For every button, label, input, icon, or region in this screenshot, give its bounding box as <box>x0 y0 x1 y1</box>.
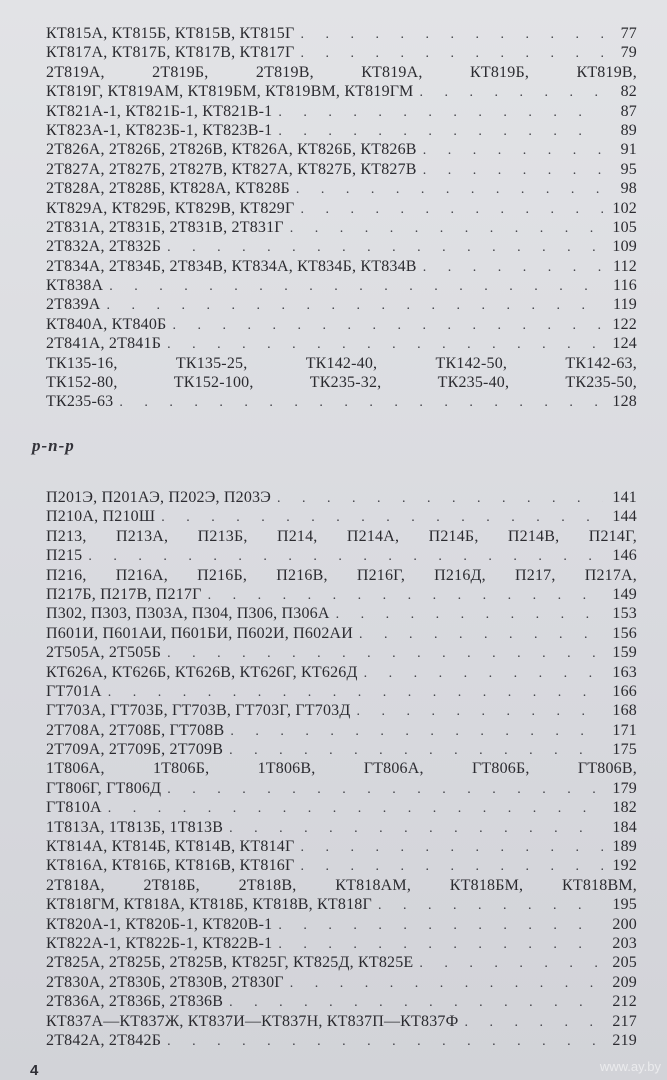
toc-entry-text: 1Т806А, 1Т806Б, 1Т806В, ГТ806А, ГТ806Б, ГТ806В, <box>46 760 637 778</box>
toc-page-number: 112 <box>612 257 637 275</box>
toc-entry-text: П210А, П210Ш <box>46 508 156 526</box>
toc-entry-line <box>46 237 637 256</box>
toc-entry-line <box>46 334 637 353</box>
toc-entry-text: КТ823А-1, КТ823Б-1, КТ823В-1 <box>46 121 273 139</box>
toc-entry-text: 2Т832А, 2Т832Б <box>46 238 162 256</box>
toc-page-number: 124 <box>612 335 637 353</box>
toc-entry-text: 2Т818А, 2Т818Б, 2Т818В, КТ818АМ, КТ818БМ, КТ818ВМ, <box>46 876 637 894</box>
toc-entry <box>46 488 637 507</box>
dot-leader <box>290 219 603 238</box>
toc-entry <box>46 1012 637 1031</box>
toc-page-number: 128 <box>612 393 637 411</box>
toc-entry <box>46 934 637 953</box>
toc-entry-text: П215 <box>46 547 83 565</box>
dot-leader <box>419 954 603 973</box>
toc-entry-line <box>46 373 637 392</box>
toc-entry <box>46 856 637 875</box>
toc-page-number: 146 <box>612 547 637 565</box>
toc-entry-line <box>46 837 637 856</box>
dot-leader <box>336 605 603 624</box>
dot-leader <box>290 974 603 993</box>
toc-entry-line <box>46 63 637 82</box>
toc-page-number: 116 <box>612 277 637 295</box>
toc-entry <box>46 507 637 526</box>
dot-leader <box>278 103 603 122</box>
toc-page-number: 203 <box>612 934 637 952</box>
toc-entry <box>46 566 637 605</box>
toc-entry-line <box>46 895 637 914</box>
toc-entry-text: 2Т828А, 2Т828Б, КТ828А, КТ828Б <box>46 180 290 198</box>
toc-entry-line <box>46 740 637 759</box>
toc-entry-text: П201Э, П201АЭ, П202Э, П203Э <box>46 489 272 506</box>
toc-entry-line <box>46 643 637 662</box>
toc-entry-line <box>46 992 637 1011</box>
dot-leader <box>108 683 603 702</box>
toc-npn-list <box>46 24 637 412</box>
dot-leader <box>107 296 603 315</box>
toc-page-number: 192 <box>612 857 637 875</box>
dot-leader <box>464 1013 603 1032</box>
toc-page-number: 82 <box>620 83 637 101</box>
toc-entry-text: П601И, П601АИ, П601БИ, П602И, П602АИ <box>46 624 354 642</box>
page-number: 4 <box>30 1062 39 1079</box>
toc-entry-line <box>46 915 637 934</box>
dot-leader <box>278 935 603 954</box>
dot-leader <box>300 200 603 219</box>
toc-entry <box>46 315 637 334</box>
toc-page-number: 105 <box>612 218 637 236</box>
toc-entry <box>46 759 637 798</box>
toc-entry <box>46 837 637 856</box>
toc-entry-text: ГТ810А <box>46 799 102 817</box>
toc-entry-line <box>46 1012 637 1031</box>
toc-entry-line <box>46 507 637 526</box>
dot-leader <box>109 277 603 296</box>
toc-page-number: 159 <box>612 644 637 662</box>
toc-entry-text: ГТ806Г, ГТ806Д <box>46 779 162 797</box>
toc-entry <box>46 140 637 159</box>
toc-entry-text: 2Т827А, 2Т827Б, 2Т827В, КТ827А, КТ827Б, КТ827В <box>46 160 417 178</box>
toc-entry-line <box>46 527 637 546</box>
dot-leader <box>423 258 603 277</box>
toc-entry-line <box>46 953 637 972</box>
toc-page-number: 212 <box>612 993 637 1011</box>
toc-entry-text: 2Т709А, 2Т709Б, 2Т709В <box>46 741 224 759</box>
toc-entry <box>46 24 637 43</box>
toc-entry-line <box>46 779 637 798</box>
dot-leader <box>172 316 603 335</box>
dot-leader <box>229 993 603 1012</box>
toc-page-number: 87 <box>620 102 637 120</box>
dot-leader <box>419 83 603 102</box>
toc-entry-line <box>46 218 637 237</box>
toc-page-number: 95 <box>620 160 637 178</box>
section-heading-pnp: p-n-p <box>32 436 75 455</box>
toc-entry <box>46 1031 637 1050</box>
toc-page-number: 163 <box>612 663 637 681</box>
toc-entry <box>46 276 637 295</box>
toc-entry-text: 2Т836А, 2Т836Б, 2Т836В <box>46 993 224 1011</box>
dot-leader <box>230 722 603 741</box>
toc-entry <box>46 295 637 314</box>
toc-entry-line <box>46 876 637 895</box>
dot-leader <box>161 508 603 527</box>
dot-leader <box>300 838 603 857</box>
toc-entry-text: П217Б, П217В, П217Г <box>46 585 202 603</box>
toc-entry-text: КТ840А, КТ840Б <box>46 315 167 333</box>
toc-entry <box>46 63 637 102</box>
toc-entry-text: ТК152-80, ТК152-100, ТК235-32, ТК235-40, ТК235-50, <box>46 374 637 392</box>
toc-entry <box>46 624 637 643</box>
toc-entry <box>46 604 637 623</box>
toc-entry <box>46 179 637 198</box>
toc-page-number: 91 <box>620 141 637 159</box>
toc-entry-line <box>46 354 637 373</box>
toc-page-number: 89 <box>620 121 637 139</box>
dot-leader <box>119 393 603 412</box>
toc-entry-line <box>46 160 637 179</box>
toc-entry-line <box>46 392 637 411</box>
dot-leader <box>167 644 603 663</box>
dot-leader <box>300 857 603 876</box>
toc-entry-line <box>46 82 637 101</box>
toc-entry-text: КТ815А, КТ815Б, КТ815В, КТ815Г <box>46 25 295 42</box>
toc-page-number: 189 <box>612 838 637 856</box>
toc-page-number: 168 <box>612 702 637 720</box>
toc-entry-text: 2Т830А, 2Т830Б, 2Т830В, 2Т830Г <box>46 973 284 991</box>
toc-entry-text: КТ838А <box>46 277 104 295</box>
toc-entry-line <box>46 604 637 623</box>
toc-entry-text: 2Т826А, 2Т826Б, 2Т826В, КТ826А, КТ826Б, КТ826В <box>46 141 417 159</box>
dot-leader <box>167 238 603 257</box>
toc-entry <box>46 121 637 140</box>
toc-entry-text: П302, П303, П303А, П304, П306, П306А <box>46 605 330 623</box>
toc-entry <box>46 953 637 972</box>
toc-entry-text: КТ837А—КТ837Ж, КТ837И—КТ837Н, КТ837П—КТ837Ф <box>46 1012 459 1030</box>
toc-entry-line <box>46 43 637 62</box>
toc-entry-text: 2Т841А, 2Т841Б <box>46 335 162 353</box>
toc-entry <box>46 740 637 759</box>
toc-page-number: 219 <box>612 1031 637 1049</box>
toc-page-number: 122 <box>612 315 637 333</box>
toc-entry-text: КТ819Г, КТ819АМ, КТ819БМ, КТ819ВМ, КТ819ГМ <box>46 83 414 101</box>
dot-leader <box>378 896 603 915</box>
toc-entry <box>46 992 637 1011</box>
toc-entry-text: КТ816А, КТ816Б, КТ816В, КТ816Г <box>46 857 295 875</box>
toc-entry-text: КТ820А-1, КТ820Б-1, КТ820В-1 <box>46 915 273 933</box>
toc-entry-line <box>46 759 637 778</box>
dot-leader <box>108 799 603 818</box>
toc-entry <box>46 257 637 276</box>
toc-entry-text: 2Т839А <box>46 296 101 314</box>
dot-leader <box>88 547 603 566</box>
toc-entry-text: 2Т819А, 2Т819Б, 2Т819В, КТ819А, КТ819Б, КТ819В, <box>46 63 637 81</box>
toc-entry <box>46 876 637 915</box>
dot-leader <box>208 586 603 605</box>
toc-entry-text: КТ817А, КТ817Б, КТ817В, КТ817Г <box>46 44 295 62</box>
toc-page-number: 144 <box>612 508 637 526</box>
toc-entry-line <box>46 295 637 314</box>
toc-page-number: 179 <box>612 779 637 797</box>
toc-entry-text: КТ814А, КТ814Б, КТ814В, КТ814Г <box>46 838 295 856</box>
toc-entry <box>46 102 637 121</box>
toc-page-number: 184 <box>612 818 637 836</box>
toc-page-number: 209 <box>612 973 637 991</box>
toc-entry <box>46 973 637 992</box>
toc-entry-line <box>46 179 637 198</box>
toc-entry-text: 2Т834А, 2Т834Б, 2Т834В, КТ834А, КТ834Б, КТ834В <box>46 257 417 275</box>
toc-entry <box>46 237 637 256</box>
toc-entry-text: П216, П216А, П216Б, П216В, П216Г, П216Д, П217, П217А, <box>46 566 637 584</box>
toc-entry-line <box>46 701 637 720</box>
dot-leader <box>300 44 603 63</box>
watermark: www.ay.by <box>599 1059 661 1074</box>
dot-leader <box>229 741 603 760</box>
dot-leader <box>300 25 603 44</box>
toc-entry <box>46 682 637 701</box>
dot-leader <box>167 780 603 799</box>
dot-leader <box>364 664 603 683</box>
toc-page-number: 166 <box>612 682 637 700</box>
toc-entry-text: П213, П213А, П213Б, П214, П214А, П214Б, П214В, П214Г, <box>46 527 637 545</box>
toc-entry-line <box>46 682 637 701</box>
toc-entry <box>46 818 637 837</box>
toc-entry-line <box>46 973 637 992</box>
toc-entry <box>46 663 637 682</box>
toc-page-number: 77 <box>620 25 637 42</box>
toc-page-number: 217 <box>612 1012 637 1030</box>
toc-page-number: 149 <box>612 585 637 603</box>
toc-entry-line <box>46 140 637 159</box>
toc-entry-text: КТ818ГМ, КТ818А, КТ818Б, КТ818В, КТ818Г <box>46 896 372 914</box>
dot-leader <box>278 122 603 141</box>
toc-page-number: 102 <box>612 199 637 217</box>
toc-page-number: 171 <box>612 721 637 739</box>
toc-entry-line <box>46 546 637 565</box>
toc-entry-line <box>46 102 637 121</box>
toc-entry <box>46 218 637 237</box>
toc-entry <box>46 354 637 412</box>
dot-leader <box>359 625 603 644</box>
toc-page-number: 119 <box>612 296 637 314</box>
dot-leader <box>357 702 604 721</box>
toc-page-number: 205 <box>612 954 637 972</box>
toc-entry-text: ГТ701А <box>46 682 102 700</box>
dot-leader <box>423 161 603 180</box>
dot-leader <box>296 180 603 199</box>
toc-entry-line <box>46 315 637 334</box>
toc-entry-line <box>46 585 637 604</box>
toc-entry-line <box>46 257 637 276</box>
toc-entry <box>46 199 637 218</box>
toc-entry-line <box>46 276 637 295</box>
toc-entry-text: КТ626А, КТ626Б, КТ626В, КТ626Г, КТ626Д <box>46 663 358 681</box>
dot-leader <box>278 916 603 935</box>
dot-leader <box>167 1032 603 1051</box>
toc-page-number: 156 <box>612 624 637 642</box>
toc-entry-line <box>46 798 637 817</box>
toc-entry-text: ГТ703А, ГТ703Б, ГТ703В, ГТ703Г, ГТ703Д <box>46 702 351 720</box>
dot-leader <box>277 489 603 508</box>
toc-entry-line <box>46 24 637 43</box>
toc-entry <box>46 915 637 934</box>
toc-entry-line <box>46 199 637 218</box>
toc-entry <box>46 721 637 740</box>
toc-entry-line <box>46 121 637 140</box>
dot-leader <box>423 141 603 160</box>
toc-entry <box>46 643 637 662</box>
toc-pnp-list <box>46 488 637 1050</box>
toc-entry <box>46 160 637 179</box>
toc-entry-text: 2Т708А, 2Т708Б, ГТ708В <box>46 721 225 739</box>
toc-entry-text: 1Т813А, 1Т813Б, 1Т813В <box>46 818 224 836</box>
toc-entry-line <box>46 1031 637 1050</box>
toc-page-number: 182 <box>612 799 637 817</box>
toc-entry-line <box>46 663 637 682</box>
toc-entry <box>46 43 637 62</box>
toc-entry-text: КТ821А-1, КТ821Б-1, КТ821В-1 <box>46 102 273 120</box>
toc-page-number: 195 <box>612 896 637 914</box>
toc-page-number: 153 <box>612 605 637 623</box>
toc-entry-line <box>46 624 637 643</box>
toc-page-number: 200 <box>612 915 637 933</box>
toc-entry-text: КТ822А-1, КТ822Б-1, КТ822В-1 <box>46 934 273 952</box>
toc-entry-text: ТК235-63 <box>46 393 114 411</box>
toc-page-number: 109 <box>612 238 637 256</box>
toc-entry-line <box>46 934 637 953</box>
toc-entry-text: 2Т505А, 2Т505Б <box>46 644 162 662</box>
toc-entry <box>46 701 637 720</box>
toc-entry-line <box>46 856 637 875</box>
toc-entry <box>46 527 637 566</box>
toc-entry-text: КТ829А, КТ829Б, КТ829В, КТ829Г <box>46 199 295 217</box>
toc-entry-line <box>46 488 637 507</box>
dot-leader <box>229 819 603 838</box>
toc-entry <box>46 334 637 353</box>
toc-page-number: 175 <box>612 741 637 759</box>
toc-entry-text: 2Т842А, 2Т842Б <box>46 1031 162 1049</box>
toc-page-number: 98 <box>620 180 637 198</box>
toc-page-number: 79 <box>620 44 637 62</box>
toc-page-number: 141 <box>612 489 637 506</box>
toc-entry-text: 2Т831А, 2Т831Б, 2Т831В, 2Т831Г <box>46 218 284 236</box>
dot-leader <box>167 335 603 354</box>
toc-entry-line <box>46 566 637 585</box>
toc-entry-line <box>46 818 637 837</box>
toc-entry-line <box>46 721 637 740</box>
toc-entry-text: 2Т825А, 2Т825Б, 2Т825В, КТ825Г, КТ825Д, КТ825Е <box>46 954 414 972</box>
toc-entry <box>46 798 637 817</box>
toc-entry-text: ТК135-16, ТК135-25, ТК142-40, ТК142-50, ТК142-63, <box>46 354 637 372</box>
